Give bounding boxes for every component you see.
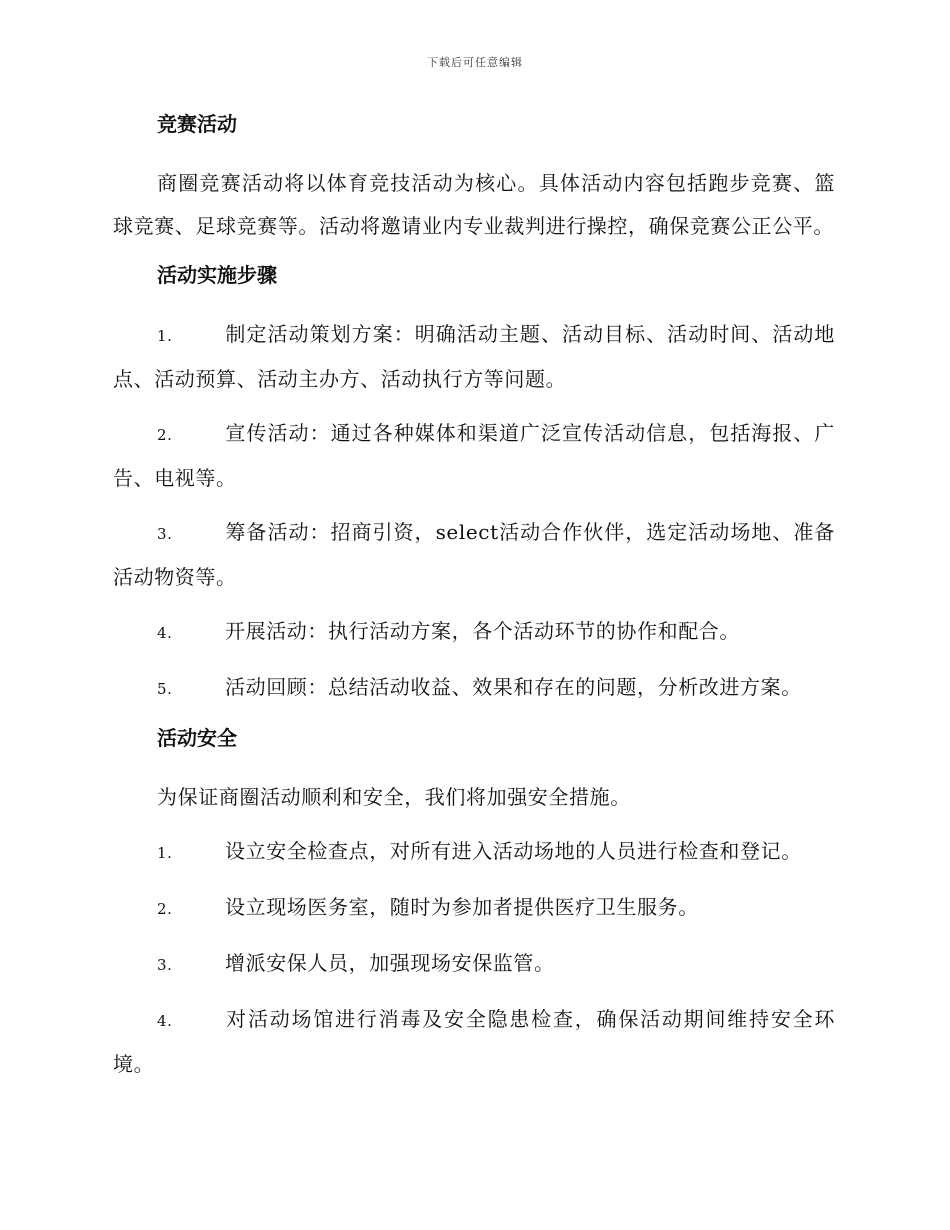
- step-item-1: [113, 313, 835, 401]
- step-text: 宣传活动：通过各种媒体和渠道广泛宣传活动信息，包括海报、广告、电视等。: [113, 421, 835, 490]
- step-item-4: [113, 610, 835, 655]
- step-item-2: [113, 412, 835, 500]
- step-text: 活动回顾：总结活动收益、效果和存在的问题，分析改进方案。: [225, 675, 802, 699]
- header-note: 下载后可任意编辑: [427, 56, 523, 69]
- safety-item-3: [113, 942, 835, 987]
- step-text: 筹备活动：招商引资，select活动合作伙伴，选定活动场地、准备活动物资等。: [113, 520, 835, 589]
- safety-text: 设立现场医务室，随时为参加者提供医疗卫生服务。: [225, 895, 699, 919]
- safety-text: 对活动场馆进行消毒及安全隐患检查，确保活动期间维持安全环境。: [113, 1007, 835, 1076]
- safety-paragraph: 为保证商圈活动顺利和安全，我们将加强安全措施。: [157, 785, 631, 809]
- step-number: 4.: [157, 624, 173, 642]
- step-item-5: [113, 666, 835, 711]
- competition-paragraph: 商圈竞赛活动将以体育竞技活动为核心。具体活动内容包括跑步竞赛、篮球竞赛、足球竞赛等。活动将邀请业内专业裁判进行操控，确保竞赛公正公平。: [113, 171, 835, 238]
- section-heading-competition: 竞赛活动: [157, 112, 237, 136]
- safety-item-4: [113, 998, 835, 1086]
- safety-number: 3.: [157, 956, 173, 974]
- section-heading-steps: 活动实施步骤: [157, 263, 277, 287]
- step-number: 1.: [157, 327, 173, 345]
- document-body: [113, 108, 835, 1097]
- safety-number: 1.: [157, 844, 173, 862]
- safety-item-2: [113, 886, 835, 931]
- safety-number: 2.: [157, 900, 173, 918]
- safety-number: 4.: [157, 1012, 173, 1030]
- step-text: 制定活动策划方案：明确活动主题、活动目标、活动时间、活动地点、活动预算、活动主办方、活动执行方等问题。: [113, 322, 835, 391]
- step-number: 5.: [157, 680, 173, 698]
- safety-text: 设立安全检查点，对所有进入活动场地的人员进行检查和登记。: [225, 839, 802, 863]
- step-text: 开展活动：执行活动方案，各个活动环节的协作和配合。: [225, 619, 740, 643]
- safety-text: 增派安保人员，加强现场安保监管。: [225, 951, 555, 975]
- step-number: 3.: [157, 525, 173, 543]
- safety-item-1: [113, 830, 835, 875]
- section-heading-safety: 活动安全: [157, 726, 237, 750]
- step-item-3: [113, 511, 835, 599]
- step-number: 2.: [157, 426, 173, 444]
